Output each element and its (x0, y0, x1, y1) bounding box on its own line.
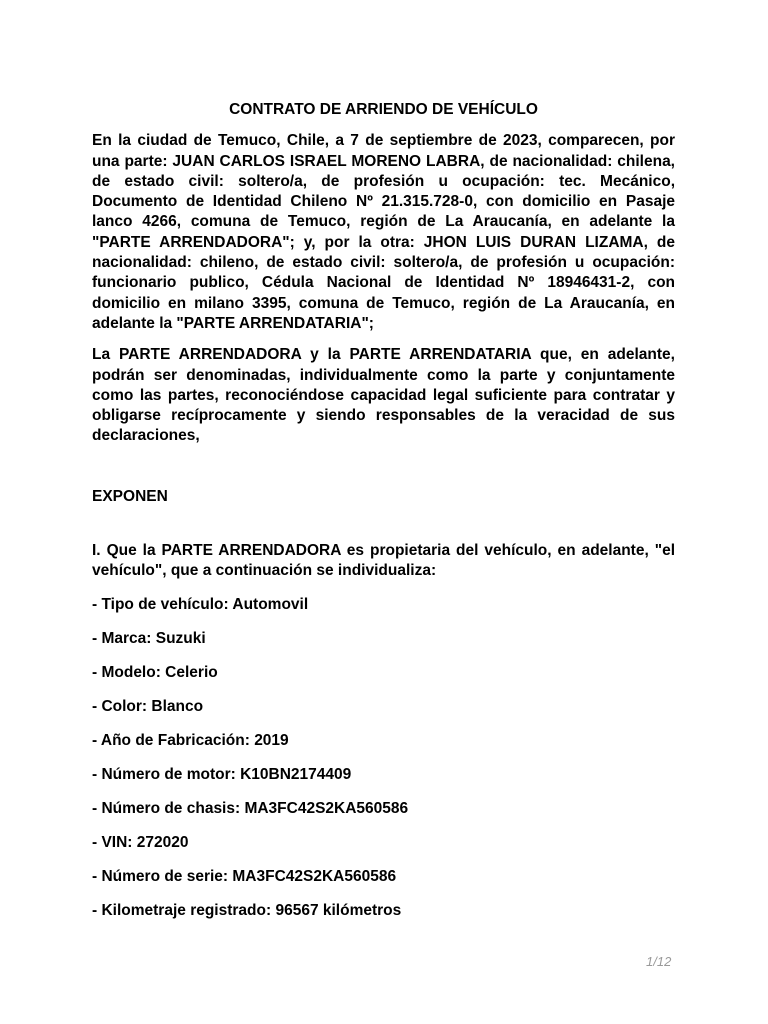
list-item: - Número de serie: MA3FC42S2KA560586 (92, 868, 397, 886)
section-heading-exponen: EXPONEN (92, 487, 168, 505)
list-item: - Número de motor: K10BN2174409 (92, 766, 352, 784)
page-number: 1/12 (646, 954, 672, 969)
parties-paragraph: En la ciudad de Temuco, Chile, a 7 de septiembre de 2023, comparecen, por una parte: JUAN CARLOS ISRAEL MORENO LABRA, de nacionalidad: chilena, de estado civil: soltero/a, de profesión u ocupación: tec. Mecánico, Documento de Identidad Chileno Nº 21.315.728-0, con domicilio en Pasaje lanco 4266, comuna de Temuco, región de La Araucanía, en adelante la "PARTE ARRENDADORA"; y, por la otra: JHON LUIS DURAN LIZAMA, de nacionalidad: chileno, de estado civil: soltero/a, de profesión u ocupación: funcionario publico, Cédula Nacional de Identidad Nº 18946431-2, con domicilio en milano 3395, comuna de Temuco, región de La Araucanía, en adelante la "PARTE ARRENDATARIA"; (92, 132, 675, 332)
list-item: - Kilometraje registrado: 96567 kilómetros (92, 902, 402, 920)
document-title: CONTRATO DE ARRIENDO DE VEHÍCULO (229, 101, 538, 118)
clause-1-intro: I. Que la PARTE ARRENDADORA es propietaria del vehículo, en adelante, "el vehículo", que a continuación se individualiza: (92, 542, 675, 580)
document-page (92, 100, 675, 921)
list-item: - Año de Fabricación: 2019 (92, 732, 289, 750)
list-item: - Marca: Suzuki (92, 630, 206, 648)
vehicle-details-list (92, 595, 675, 921)
list-item: - Color: Blanco (92, 698, 204, 716)
list-item: - Tipo de vehículo: Automovil (92, 596, 309, 614)
list-item: - VIN: 272020 (92, 834, 189, 852)
capacity-paragraph: La PARTE ARRENDADORA y la PARTE ARRENDATARIA que, en adelante, podrán ser denominadas, individualmente como la parte y conjuntamente como las partes, reconociéndose capacidad legal suficiente para contratar y obligarse recíprocamente y siendo responsables de la veracidad de sus declaraciones, (92, 346, 675, 445)
list-item: - Número de chasis: MA3FC42S2KA560586 (92, 800, 409, 818)
list-item: - Modelo: Celerio (92, 664, 218, 682)
